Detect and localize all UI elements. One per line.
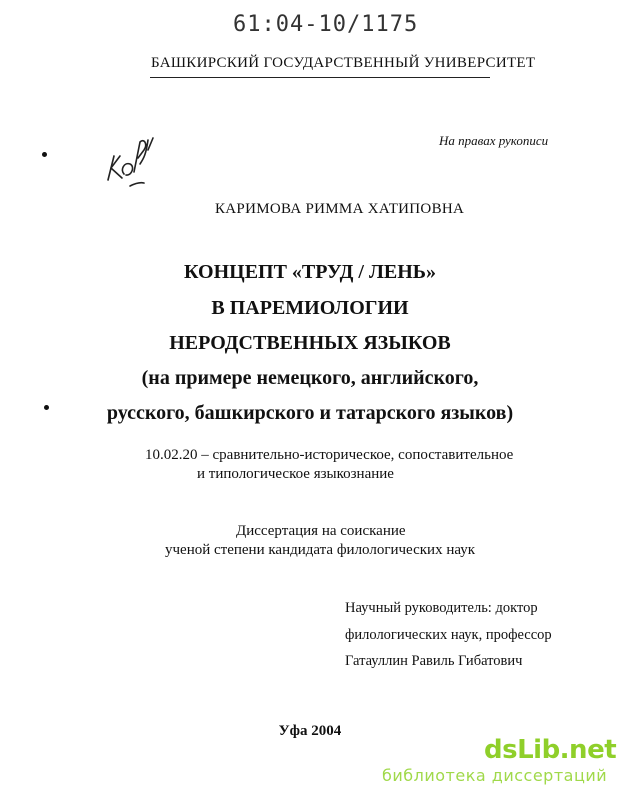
author-name: КАРИМОВА РИММА ХАТИПОВНА [215,201,465,217]
title-line-3: НЕРОДСТВЕННЫХ ЯЗЫКОВ [169,332,451,354]
watermark-subtitle: библиотека диссертаций [382,766,608,785]
title-line-1: КОНЦЕПТ «ТРУД / ЛЕНЬ» [184,261,436,283]
title-line-4: (на примере немецкого, английского, [141,367,479,389]
dissertation-line-2: ученой степени кандидата филологических наук [165,542,476,558]
dissertation-line-1: Диссертация на соискание [236,523,406,539]
supervisor-line-1: Научный руководитель: доктор [345,600,538,616]
city-year: Уфа 2004 [278,723,342,739]
title-line-5: русского, башкирского и татарского языков) [106,402,514,424]
supervisor-line-3: Гатауллин Равиль Гибатович [345,653,523,669]
catalog-number: 61:04-10/1175 [233,12,419,37]
specialty-line-1: 10.02.20 – сравнительно-историческое, сопоставительное [145,447,514,463]
handwritten-mark-icon [100,128,160,193]
specialty-line-2: и типологическое языкознание [197,466,394,482]
supervisor-line-2: филологических наук, профессор [345,627,552,643]
watermark-logo: dsLib.net [484,735,617,765]
title-line-2: В ПАРЕМИОЛОГИИ [211,297,409,319]
university-underline [150,77,490,78]
scan-speck [42,152,47,157]
manuscript-rights: На правах рукописи [439,133,549,148]
university-name: БАШКИРСКИЙ ГОСУДАРСТВЕННЫЙ УНИВЕРСИТЕТ [151,55,536,71]
